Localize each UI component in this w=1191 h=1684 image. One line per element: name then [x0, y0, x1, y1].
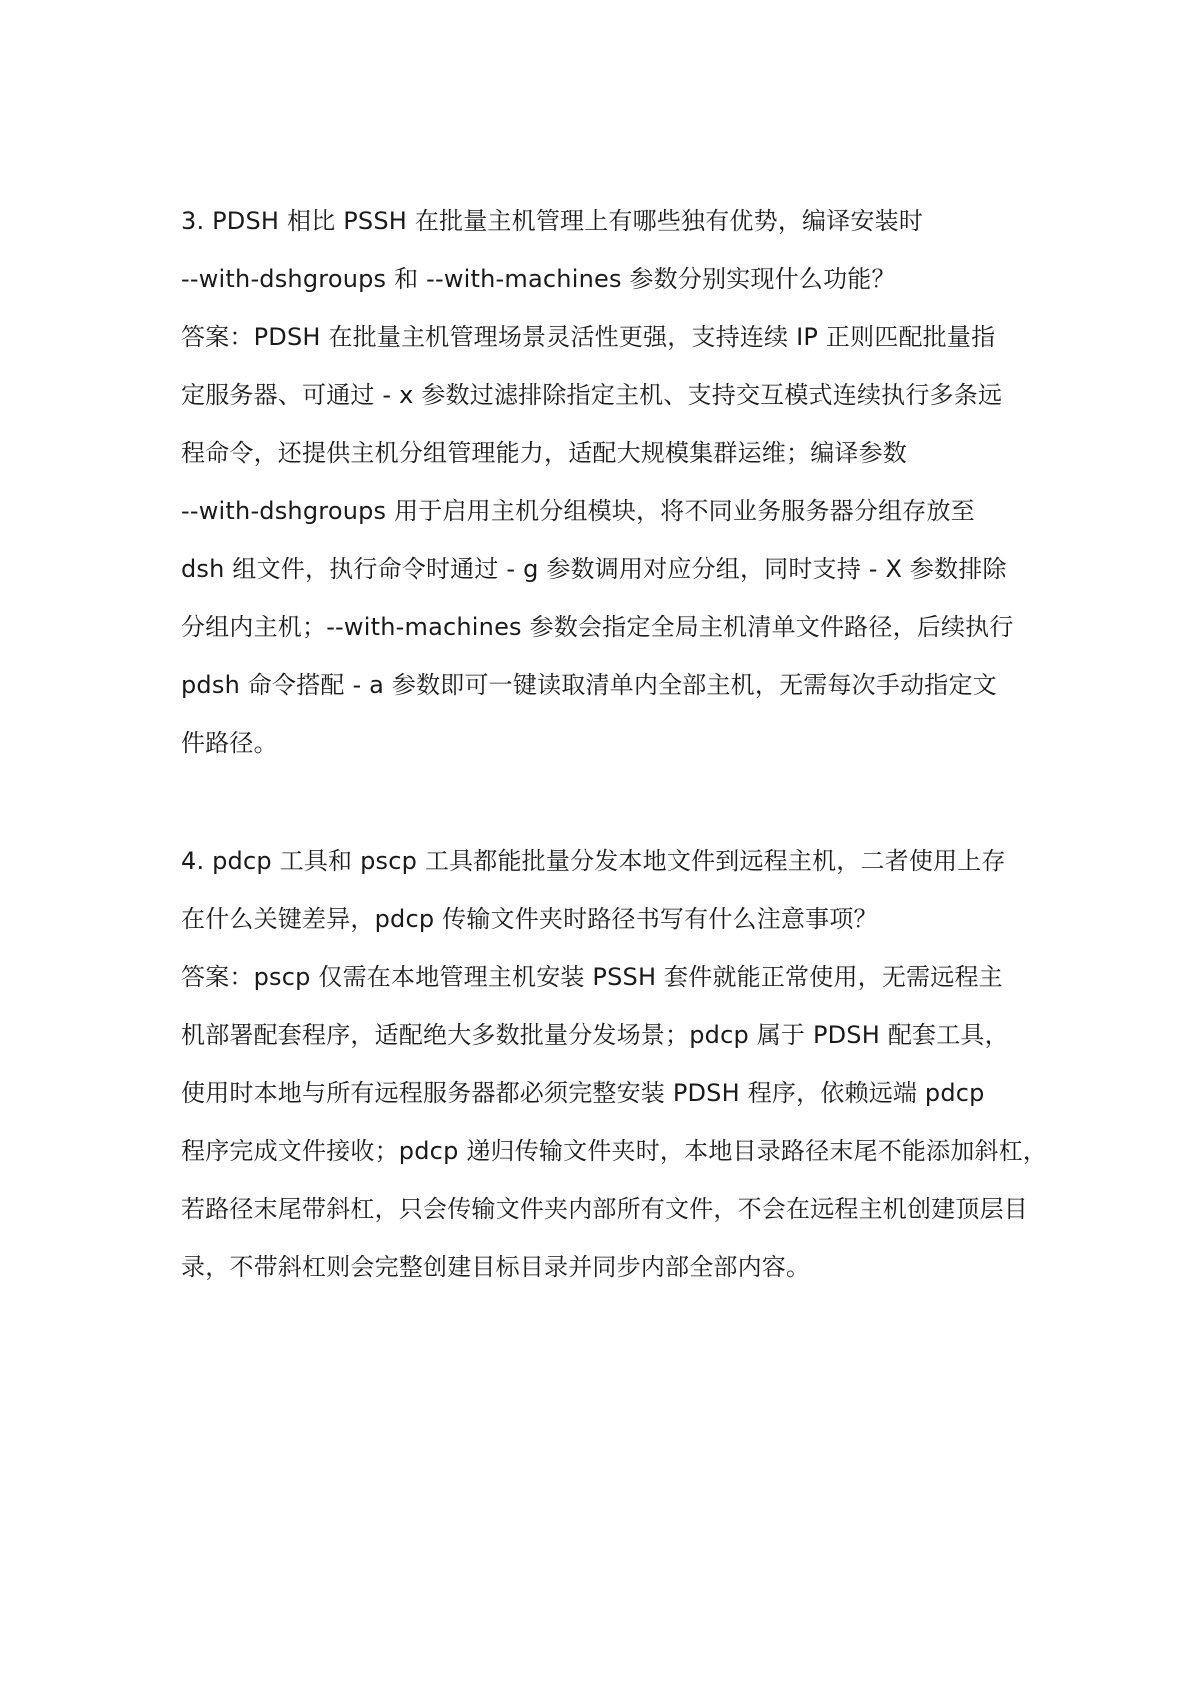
section4-answer-line-4: 程序完成文件接收；pdcp 递归传输文件夹时，本地目录路径末尾不能添加斜杠，: [181, 1137, 1048, 1165]
section4-answer-line-3: 使用时本地与所有远程服务器都必须完整安装 PDSH 程序，依赖远端 pdcp: [181, 1079, 985, 1107]
section4-answer-line-2: 机部署配套程序，适配绝大多数批量分发场景；pdcp 属于 PDSH 配套工具，: [181, 1021, 1009, 1049]
section4-answer-line-1: 答案：pscp 仅需在本地管理主机安装 PSSH 套件就能正常使用，无需远程主: [181, 963, 1003, 991]
section3-answer-line-8: 件路径。: [181, 729, 278, 757]
section4-question-line-1: 4. pdcp 工具和 pscp 工具都能批量分发本地文件到远程主机，二者使用上存: [181, 847, 1006, 875]
section4-answer-line-5: 若路径末尾带斜杠，只会传输文件夹内部所有文件，不会在远程主机创建顶层目: [181, 1195, 1028, 1223]
section3-answer-line-7: pdsh 命令搭配 - a 参数即可一键读取清单内全部主机，无需每次手动指定文: [181, 671, 997, 699]
section3-question-line-2: --with-dshgroups 和 --with-machines 参数分别实现什么功能？: [181, 265, 896, 293]
section3-answer-line-4: --with-dshgroups 用于启用主机分组模块，将不同业务服务器分组存放至: [181, 497, 975, 525]
section3-answer-line-2: 定服务器、可通过 - x 参数过滤排除指定主机、支持交互模式连续执行多条远: [181, 381, 1003, 409]
section3-answer-line-1: 答案：PDSH 在批量主机管理场景灵活性更强，支持连续 IP 正则匹配批量指: [181, 323, 996, 351]
section4-question-line-2: 在什么关键差异，pdcp 传输文件夹时路径书写有什么注意事项？: [181, 905, 878, 933]
section3-answer-line-6: 分组内主机；--with-machines 参数会指定全局主机清单文件路径，后续执行: [181, 613, 1014, 641]
section3-answer-line-5: dsh 组文件，执行命令时通过 - g 参数调用对应分组，同时支持 - X 参数排除: [181, 555, 1007, 583]
section3-question-line-1: 3. PDSH 相比 PSSH 在批量主机管理上有哪些独有优势，编译安装时: [181, 207, 924, 235]
section4-answer-line-6: 录，不带斜杠则会完整创建目标目录并同步内部全部内容。: [181, 1253, 811, 1281]
section3-answer-line-3: 程命令，还提供主机分组管理能力，适配大规模集群运维；编译参数: [181, 439, 907, 467]
